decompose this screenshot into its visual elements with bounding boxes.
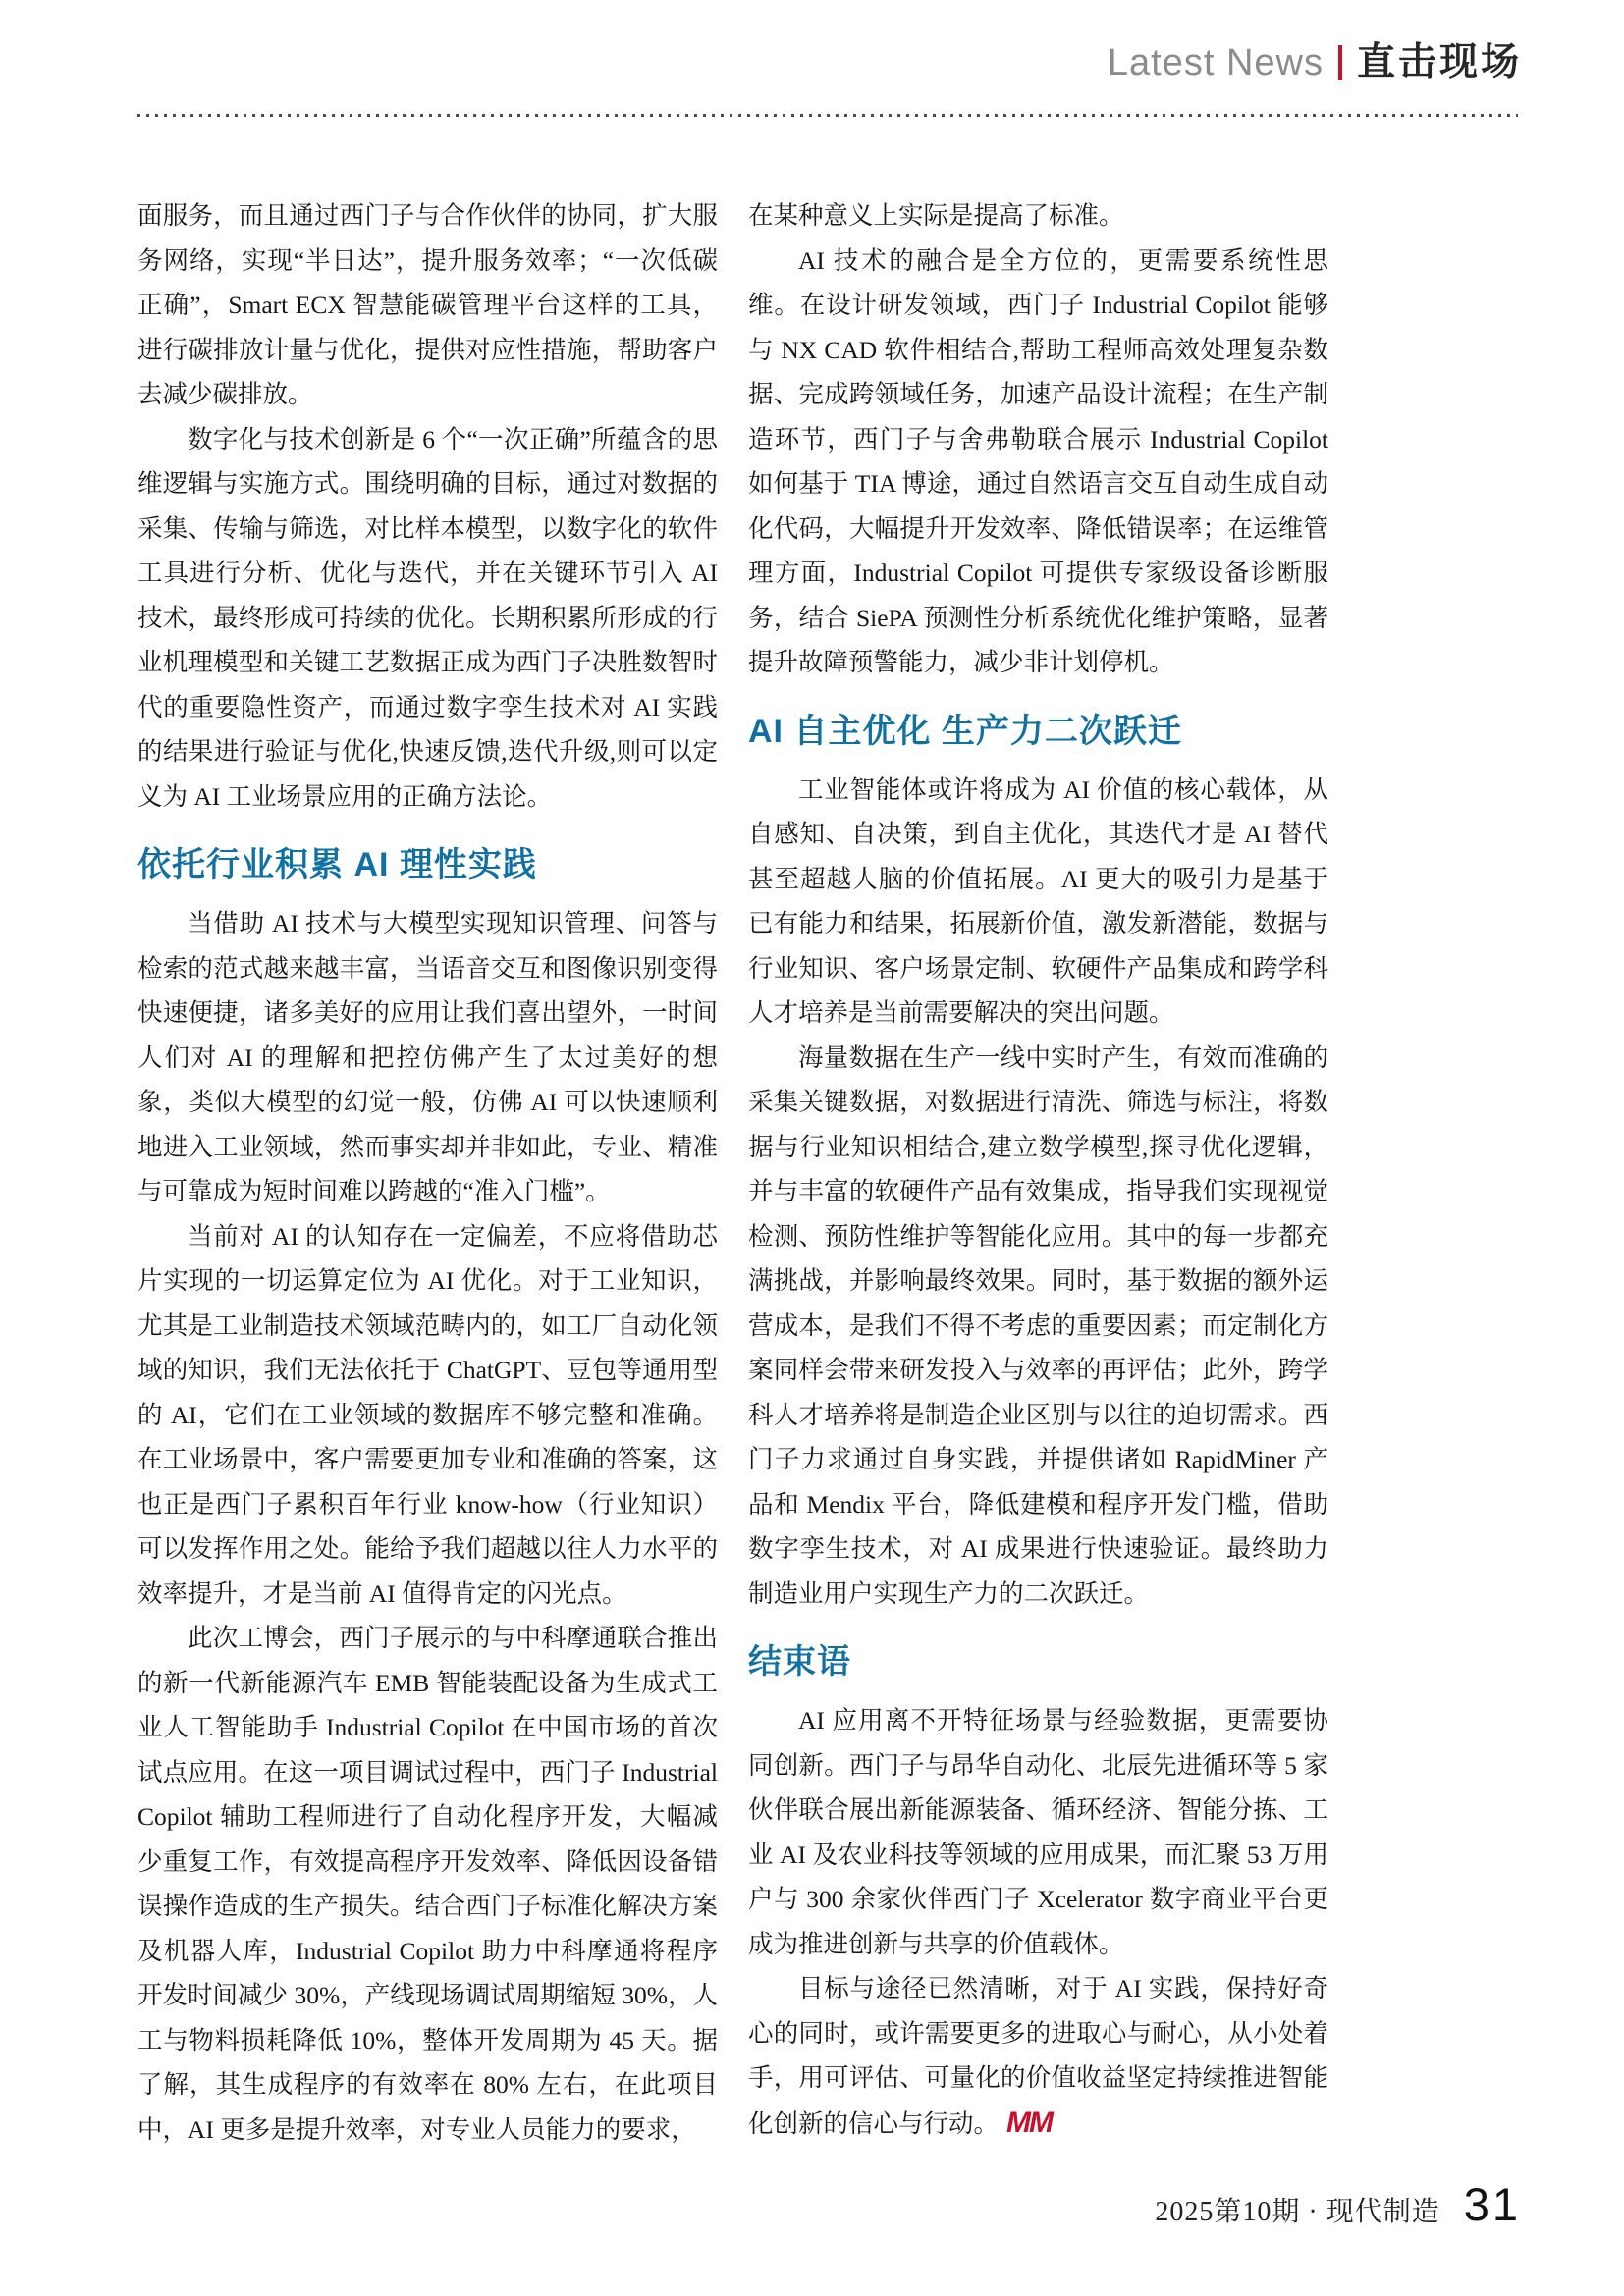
footer-page-number: 31	[1463, 2178, 1521, 2230]
paragraph: 此次工博会，西门子展示的与中科摩通联合推出的新一代新能源汽车 EMB 智能装配设备为生成式工业人工智能助手 Industrial Copilot 在中国市场的首次试点应用。在这一项目调试过程中，西门子 Industrial Copilot 辅助工程师进行了自动化程序开发，大幅减少重复工作，有效提高程序开发效率、降低因设备错误操作造成的生产损失。结合西门子标准化解决方案及机器人库，Industrial Copilot 助力中科摩通将程序开发时间减少 30%，产线现场调试周期缩短 30%，人工与物料损耗降低 10%，整体开发周期为 45 天。据了解，其生成程序的有效率在 80% 左右，在此项目中，AI 更多是提升效率，对专业人员能力的要求，	[137, 1624, 718, 2144]
paragraph: 面服务，而且通过西门子与合作伙伴的协同，扩大服务网络，实现“半日达”，提升服务效率；“一次低碳正确”，Smart ECX 智慧能碳管理平台这样的工具，进行碳排放计量与优化，提供对应性措施，帮助客户去减少碳排放。	[137, 201, 718, 408]
section-heading: AI 自主优化 生产力二次跃迁	[748, 712, 1182, 750]
page-header	[1108, 43, 1522, 81]
section-heading: 依托行业积累 AI 理性实践	[137, 846, 537, 883]
header-latin-title: Latest News	[1107, 41, 1324, 83]
paragraph: 数字化与技术创新是 6 个“一次正确”所蕴含的思维逻辑与实施方式。围绕明确的目标，通过对数据的采集、传输与筛选，对比样本模型，以数字化的软件工具进行分析、优化与迭代，并在关键环节引入 AI 技术，最终形成可持续的优化。长期积累所形成的行业机理模型和关键工艺数据正成为西门子决胜数智时代的重要隐性资产，而通过数字孪生技术对 AI 实践的结果进行验证与优化,快速反馈,迭代升级,则可以定义为 AI 工业场景应用的正确方法论。	[137, 424, 718, 811]
paragraph: 在某种意义上实际是提高了标准。	[748, 201, 1124, 230]
paragraph-text: 目标与途径已然清晰，对于 AI 实践，保持好奇心的同时，或许需要更多的进取心与耐心，从小处着手，用可评估、可量化的价值收益坚定持续推进智能化创新的信心与行动。	[748, 1974, 1328, 2138]
paragraph: AI 应用离不开特征场景与经验数据，更需要协同创新。西门子与昂华自动化、北辰先进循环等 5 家伙伴联合展出新能源装备、循环经济、智能分拣、工业 AI 及农业科技等领域的应用成果，而汇聚 53 万用户与 300 余家伙伴西门子 Xcelerator 数字商业平台更成为推进创新与共享的价值载体。	[748, 1706, 1328, 1958]
mm-magazine-logo: MM	[1006, 2106, 1052, 2139]
section-heading: 结束语	[748, 1643, 851, 1681]
paragraph	[748, 1966, 1328, 2146]
header-section-title: 直击现场	[1356, 41, 1522, 83]
paragraph: 工业智能体或许将成为 AI 价值的核心载体，从自感知、自决策，到自主优化，其迭代才是 AI 替代甚至超越人脑的价值拓展。AI 更大的吸引力是基于已有能力和结果，拓展新价值，激发新潜能，数据与行业知识、客户场景定制、软硬件产品集成和跨学科人才培养是当前需要解决的突出问题。	[748, 774, 1328, 1027]
right-column	[748, 193, 1328, 2146]
left-column	[137, 193, 718, 2152]
header-red-divider	[1338, 45, 1342, 80]
footer-issue-label: 2025第10期 · 现代制造	[1155, 2197, 1440, 2227]
paragraph: 当前对 AI 的认知存在一定偏差，不应将借助芯片实现的一切运算定位为 AI 优化。对于工业知识，尤其是工业制造技术领域范畴内的，如工厂自动化领域的知识，我们无法依托于 ChatGPT、豆包等通用型的 AI，它们在工业领域的数据库不够完整和准确。在工业场景中，客户需要更加专业和准确的答案，这也正是西门子累积百年行业 know-how（行业知识）可以发挥作用之处。能给予我们超越以往人力水平的效率提升，才是当前 AI 值得肯定的闪光点。	[137, 1221, 718, 1608]
paragraph: 海量数据在生产一线中实时产生，有效而准确的采集关键数据，对数据进行清洗、筛选与标注，将数据与行业知识相结合,建立数学模型,探寻优化逻辑，并与丰富的软硬件产品有效集成，指导我们实现视觉检测、预防性维护等智能化应用。其中的每一步都充满挑战，并影响最终效果。同时，基于数据的额外运营成本，是我们不得不考虑的重要因素；而定制化方案同样会带来研发投入与效率的再评估；此外，跨学科人才培养将是制造企业区别与以往的迫切需求。西门子力求通过自身实践，并提供诸如 RapidMiner 产品和 Mendix 平台，降低建模和程序开发门槛，借助数字孪生技术，对 AI 成果进行快速验证。最终助力制造业用户实现生产力的二次跃迁。	[748, 1042, 1328, 1608]
paragraph: 当借助 AI 技术与大模型实现知识管理、问答与检索的范式越来越丰富，当语音交互和图像识别变得快速便捷，诸多美好的应用让我们喜出望外，一时间人们对 AI 的理解和把控仿佛产生了太过美好的想象，类似大模型的幻觉一般，仿佛 AI 可以快速顺利地进入工业领域，然而事实却并非如此，专业、精准与可靠成为短时间难以跨越的“准入门槛”。	[137, 909, 718, 1205]
paragraph: AI 技术的融合是全方位的，更需要系统性思维。在设计研发领域，西门子 Industrial Copilot 能够与 NX CAD 软件相结合,帮助工程师高效处理复杂数据、完成跨领域任务，加速产品设计流程；在生产制造环节，西门子与舍弗勒联合展示 Industrial Copilot 如何基于 TIA 博途，通过自然语言交互自动生成自动化代码，大幅提升开发效率、降低错误率；在运维管理方面，Industrial Copilot 可提供专家级设备诊断服务，结合 SiePA 预测性分析系统优化维护策略，显著提升故障预警能力，减少非计划停机。	[748, 245, 1328, 676]
header-dotted-rule	[137, 114, 1518, 117]
page-footer	[1155, 2178, 1521, 2230]
